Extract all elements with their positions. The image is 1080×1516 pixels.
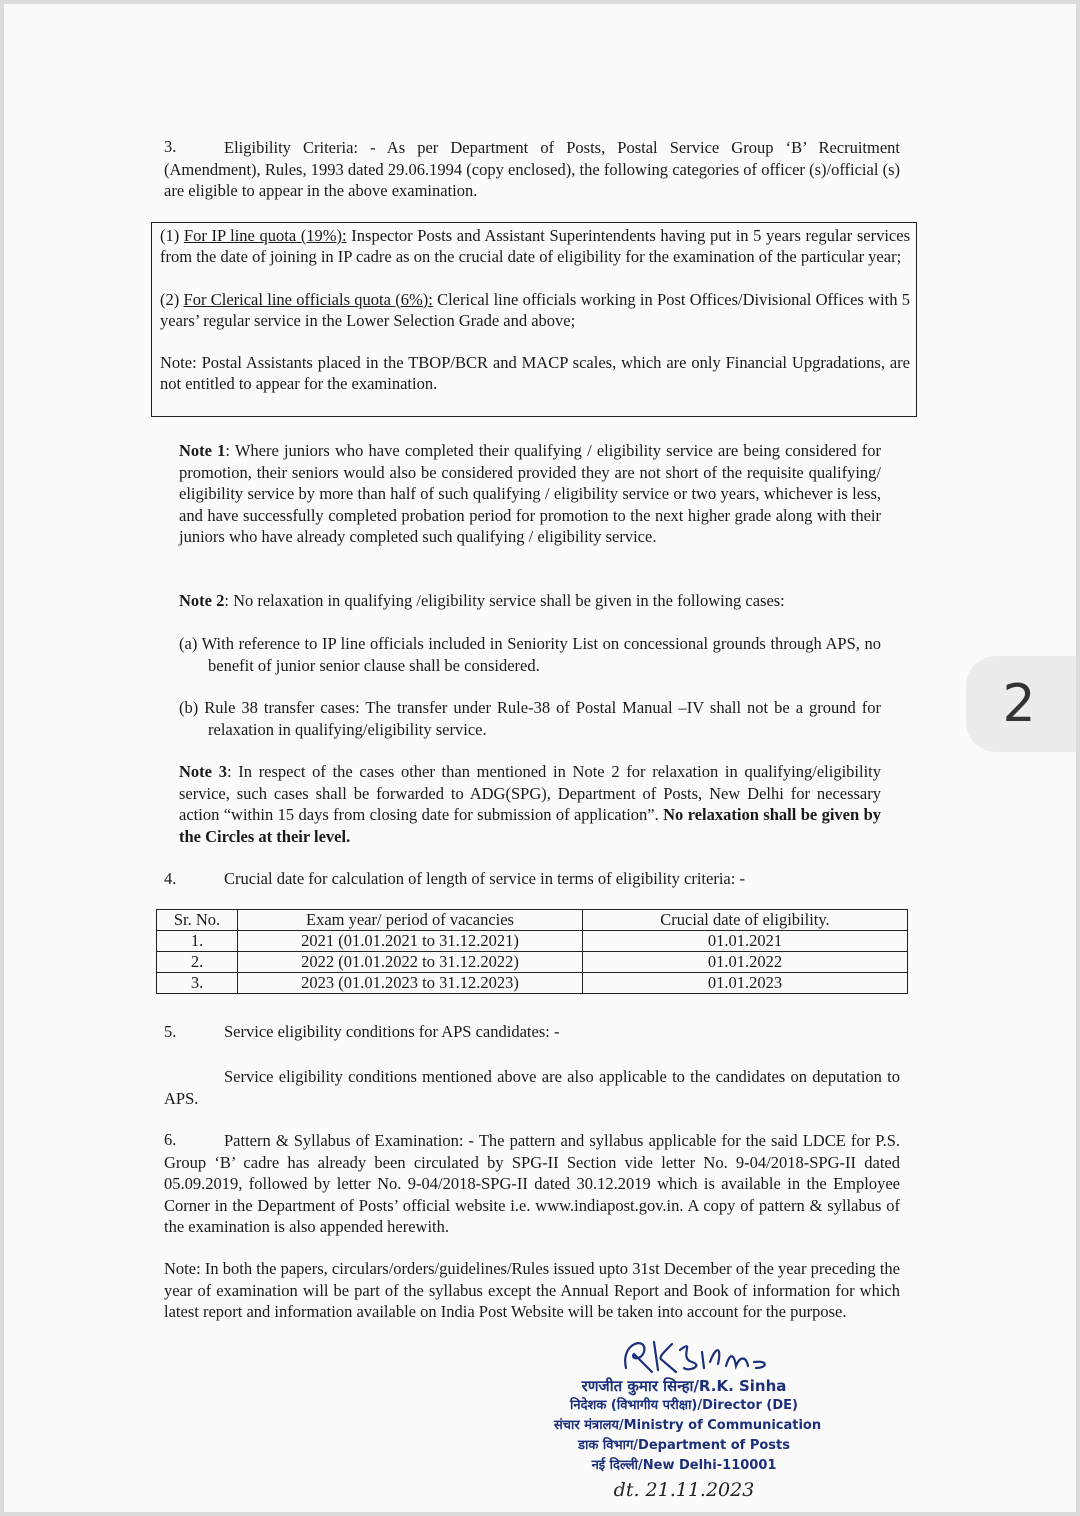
signatory-ministry: संचार मंत्रालय/Ministry of Communication [554,1418,822,1433]
cell-crucial-date: 01.01.2021 [583,931,908,952]
ip-line-prefix: (1) [160,226,184,245]
handwritten-signature [618,1332,778,1376]
cell-crucial-date: 01.01.2022 [583,952,908,973]
note-1-text: : Where juniors who have completed their qualifying / eligibility service are being considered for promotion, their seniors would also be considered provided they are not short of the requisite qualifying/ eligibility service by more than half of such qualifying / eligibility service or two years, whichever is less, and have successfully completed probation period for promotion to the next higher grade along with their juniors who have already completed such qualifying / eligibility service. [179,441,882,547]
table-row [157,931,908,952]
document-page [4,4,1076,1512]
clerical-prefix: (2) [160,289,184,309]
signature-date: dt. 21.11.2023 [613,1479,755,1501]
cell-sr-no: 3. [157,973,238,994]
note-2b: (b) Rule 38 transfer cases: The transfer under Rule-38 of Postal Manual –IV shall not be a ground for relaxation in qualifying/eligibility service. [179,698,881,739]
note-2 [179,590,881,612]
section-6-text: Pattern & Syllabus of Examination: - The pattern and syllabus applicable for the said LDCE for P.S. Group ‘B’ cadre has already been circulated by SPG-II Section vide letter No. 9-04/2018-SPG-II dated 05.09.2019, followed by letter No. 9-04/2018-SPG-II dated 30.12.2019 which is available in the Employee Corner in the Department of Posts’ official website i.e. www.indiapost.gov.in. A copy of pattern & syllabus of the examination is also appended herewith. [164,1131,900,1237]
header-exam-year: Exam year/ period of vacancies [238,910,583,931]
cell-sr-no: 1. [157,931,238,952]
cell-crucial-date: 01.01.2023 [583,973,908,994]
clerical-quota-paragraph [160,289,910,332]
clerical-text: Clerical line officials working in Post Offices/Divisional Offices with 5 years’ regular service in the Lower Selection Grade and above; [160,289,910,330]
note-3-bold: No relaxation shall be given by the Circles at their level. [179,805,881,846]
section-5-title: Service eligibility conditions for APS candidates: - [224,1022,560,1041]
table-row [157,952,908,973]
signatory-name: रणजीत कुमार सिन्हा/R.K. Sinha [581,1377,787,1395]
page-indicator-badge: 2 [966,656,1076,752]
note-2-text: : No relaxation in qualifying /eligibility service shall be given in the following cases: [224,591,785,610]
section-3-number: 3. [164,137,177,156]
section-4-text: Crucial date for calculation of length of service in terms of eligibility criteria: - [224,869,745,888]
note-3 [179,761,881,847]
note-3-text: : In respect of the cases other than mentioned in Note 2 for relaxation in qualifying/eligibility service, such cases shall be forwarded to ADG(SPG), Department of Posts, New Delhi for necessary action “within 15 days from closing date for submission of application”. [179,762,882,825]
header-crucial-date: Crucial date of eligibility. [583,910,908,931]
eligibility-box [151,222,917,417]
cell-exam-year: 2022 (01.01.2022 to 31.12.2022) [238,952,583,973]
postal-assistants-note: Note: Postal Assistants placed in the TBOP/BCR and MACP scales, which are only Financial Upgradations, are not entitled to appear for the examination. [160,353,910,394]
ip-line-title: For IP line quota (19%): [183,226,347,245]
final-note: Note: In both the papers, circulars/orders/guidelines/Rules issued upto 31st December of the year preceding the year of examination will be part of the syllabus except the Annual Report and Book of information for which latest report and information available on India Post Website will be taken into account for the purpose. [164,1259,900,1322]
section-3-text [164,137,900,202]
section-6-number: 6. [164,1130,177,1149]
table-row [157,973,908,994]
header-sr-no: Sr. No. [157,910,238,931]
signature-block [554,1332,822,1501]
note-1 [179,440,881,548]
section-5-text: Service eligibility conditions mentioned above are also applicable to the candidates on deputation to APS. [164,1067,900,1108]
signatory-designation: निदेशक (विभागीय परीक्षा)/Director (DE) [570,1398,798,1413]
signatory-address: नई दिल्ली/New Delhi-110001 [591,1458,777,1473]
ip-line-quota-paragraph [160,225,910,268]
section-3-body: Eligibility Criteria: - As per Department of Posts, Postal Service Group ‘B’ Recruitment (Amendment), Rules, 1993 dated 29.06.1994 (copy enclosed), the following categories of officer (s)/official (s) are eligible to appear in the above examination. [164,138,900,201]
clerical-title: For Clerical line officials quota (6%): [183,289,433,309]
ip-line-text: Inspector Posts and Assistant Superintendents having put in 5 years regular services from the date of joining in IP cadre as on the crucial date of eligibility for the examination of the particular year; [160,226,911,267]
cell-exam-year: 2023 (01.01.2023 to 31.12.2023) [238,973,583,994]
cell-exam-year: 2021 (01.01.2021 to 31.12.2021) [238,931,583,952]
note-2a: (a) With reference to IP line officials included in Seniority List on concessional grounds through APS, no benefit of junior senior clause shall be considered. [179,634,881,675]
section-4-number: 4. [164,869,177,888]
table-header-row [157,910,908,931]
section-5-number: 5. [164,1022,177,1041]
note-3-label: Note 3 [179,762,227,781]
signatory-department: डाक विभाग/Department of Posts [578,1438,790,1453]
crucial-date-table [156,909,908,994]
note-1-label: Note 1 [179,441,226,460]
note-2-label: Note 2 [179,591,225,610]
cell-sr-no: 2. [157,952,238,973]
